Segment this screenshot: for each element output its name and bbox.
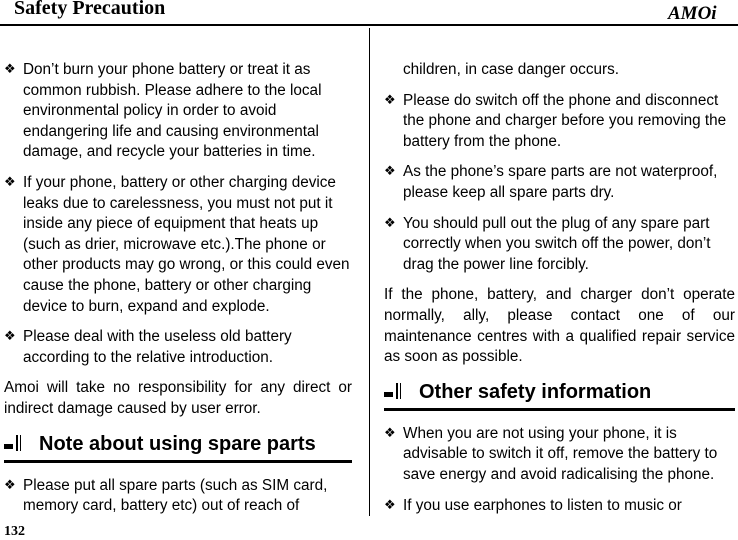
list-item (384, 424, 735, 486)
diamond-bullet-icon: ❖ (384, 497, 396, 513)
list-item (384, 162, 735, 203)
list-item (4, 60, 352, 163)
list-item (4, 327, 352, 368)
bullet-text: As the phone’s spare parts are not waterproof, please keep all spare parts dry. (403, 163, 718, 201)
diamond-bullet-icon: ❖ (4, 62, 16, 77)
responsibility-note: Amoi will take no responsibility for any direct or indirect damage caused by user error. (4, 379, 352, 417)
bullet-text: When you are not using your phone, it is advisable to switch it off, remove the battery to save energy and avoid radicalising the phone. (403, 424, 718, 483)
list-item (4, 173, 352, 317)
left-column (4, 60, 352, 527)
diamond-bullet-icon: ❖ (4, 477, 16, 493)
diamond-bullet-icon: ❖ (384, 425, 396, 441)
list-item (384, 214, 735, 276)
bullet-text: Please put all spare parts (such as SIM card, memory card, battery etc) out of reach of (23, 476, 328, 515)
bullet-text: You should pull out the plug of any spare part correctly when you switch off the power, don’t drag the power line forcibly. (403, 214, 711, 273)
section-heading-text: Other safety information (419, 380, 652, 403)
column-divider (369, 28, 370, 516)
diamond-bullet-icon: ❖ (4, 329, 16, 345)
section-heading-text: Note about using spare parts (39, 432, 316, 455)
list-item (4, 476, 352, 517)
diamond-bullet-icon: ❖ (384, 92, 396, 108)
continued-text: children, in case danger occurs. (403, 61, 619, 78)
svg-text:AMOi: AMOi (668, 3, 717, 22)
maintenance-note: If the phone, battery, and charger don’t operate normally, ally, please contact one of our maintenance centres with a qualified repair service as soon as possible. (384, 286, 735, 366)
section-marker-icon (384, 383, 406, 399)
bullet-text: Please deal with the useless old battery according to the relative introduction. (23, 328, 292, 366)
diamond-bullet-icon: ❖ (384, 215, 396, 231)
amoi-logo (666, 2, 734, 22)
section-heading-spare-parts (4, 430, 352, 463)
section-marker-icon (4, 435, 26, 451)
bullet-text: Don’t burn your phone battery or treat it as common rubbish. Please adhere to the local environmental policy in order to avoid endangering life and causing environmental damage, and recycle your batteries in time. (23, 61, 322, 161)
right-column (384, 60, 735, 526)
list-item (384, 496, 735, 517)
diamond-bullet-icon: ❖ (384, 164, 396, 180)
bullet-text: If you use earphones to listen to music or (403, 496, 682, 514)
page-title: Safety Precaution (14, 0, 166, 19)
diamond-bullet-icon: ❖ (4, 174, 16, 190)
list-item (384, 91, 735, 153)
header-rule (0, 24, 738, 26)
bullet-text: If your phone, battery or other charging device leaks due to carelessness, you must not put it inside any piece of equipment that heats up (such as drier, microwave etc.).The phone or other products may go wrong, or this could even cause the phone, battery or other charging device to burn, expand and explode. (23, 173, 350, 315)
bullet-text: Please do switch off the phone and disconnect the phone and charger before you removing the battery from the phone. (403, 91, 727, 150)
page-number: 132 (4, 524, 25, 539)
section-heading-other-safety (384, 378, 735, 411)
